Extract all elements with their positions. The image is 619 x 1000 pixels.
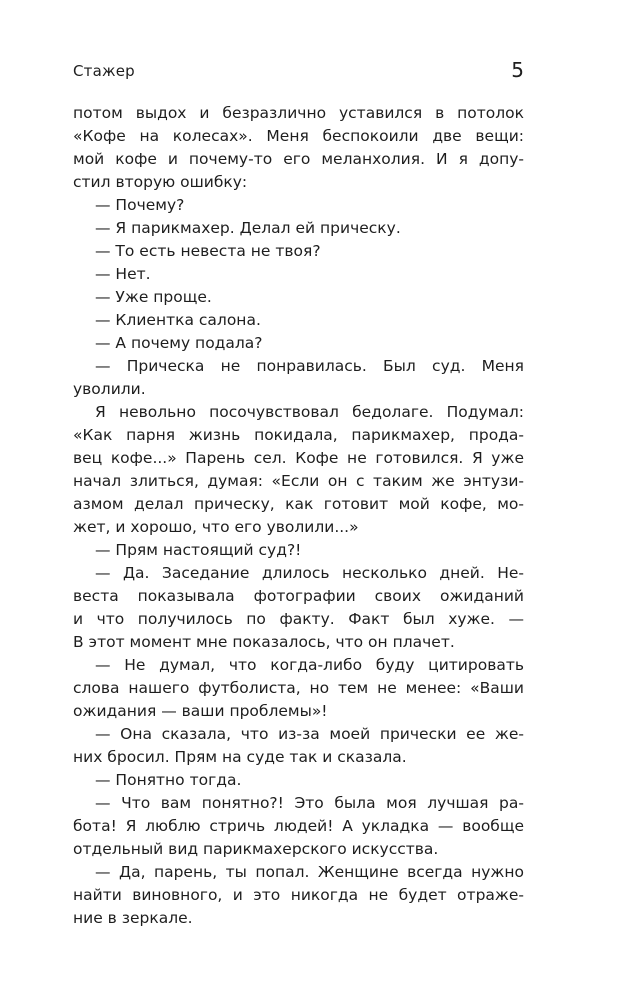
text-line: — Да. Заседание длилось несколько дней. Не-	[95, 564, 524, 582]
text-line: Я невольно посочувствовал бедолаге. Подумал:	[95, 403, 524, 421]
text-line: — Нет.	[95, 265, 151, 283]
text-line: найти виновного, и это никогда не будет отраже-	[73, 886, 524, 904]
body-text	[73, 102, 524, 930]
text-line: — Прическа не понравилась. Был суд. Меня	[95, 357, 524, 375]
text-line: начал злиться, думая: «Если он с таким же энтузи-	[73, 472, 524, 490]
text-line: «Как парня жизнь покидала, парикмахер, прода-	[73, 426, 524, 444]
text-line: — Почему?	[95, 196, 185, 214]
text-line: уволили.	[73, 380, 146, 398]
text-line: — Не думал, что когда-либо буду цитировать	[95, 656, 524, 674]
text-line: — Она сказала, что из-за моей прически ее же-	[95, 725, 524, 743]
text-line: — Что вам понятно?! Это была моя лучшая ра-	[95, 794, 524, 812]
text-line: потом выдох и безразлично уставился в потолок	[73, 104, 524, 122]
text-line: веста показывала фотографии своих ожиданий	[73, 587, 524, 605]
text-line: и что получилось по факту. Факт был хуже. —	[73, 610, 524, 628]
text-line: — Клиентка салона.	[95, 311, 261, 329]
text-line: мой кофе и почему-то его меланхолия. И я допу-	[73, 150, 524, 168]
text-line: жет, и хорошо, что его уволили...»	[73, 518, 359, 536]
text-line: стил вторую ошибку:	[73, 173, 248, 191]
running-title: Стажер	[73, 62, 135, 80]
text-line: — То есть невеста не твоя?	[95, 242, 321, 260]
text-line: отдельный вид парикмахерского искусства.	[73, 840, 439, 858]
text-line: — Прям настоящий суд?!	[95, 541, 302, 559]
text-line: бота! Я люблю стричь людей! А укладка — вообще	[73, 817, 524, 835]
text-line: ние в зеркале.	[73, 909, 193, 927]
text-line: — Я парикмахер. Делал ей прическу.	[95, 219, 401, 237]
text-line: слова нашего футболиста, но тем не менее: «Ваши	[73, 679, 524, 697]
text-line: — Уже проще.	[95, 288, 212, 306]
text-line: — А почему подала?	[95, 334, 263, 352]
text-line: — Понятно тогда.	[95, 771, 242, 789]
page-number: 5	[511, 58, 524, 82]
text-line: «Кофе на колесах». Меня беспокоили две вещи:	[73, 127, 524, 145]
text-line: них бросил. Прям на суде так и сказала.	[73, 748, 407, 766]
text-line: азмом делал прическу, как готовит мой кофе, мо-	[73, 495, 524, 513]
text-line: вец кофе...» Парень сел. Кофе не готовился. Я уже	[73, 449, 524, 467]
text-line: — Да, парень, ты попал. Женщине всегда нужно	[95, 863, 524, 881]
text-line: В этот момент мне показалось, что он плачет.	[73, 633, 455, 651]
text-line: ожидания — ваши проблемы»!	[73, 702, 328, 720]
